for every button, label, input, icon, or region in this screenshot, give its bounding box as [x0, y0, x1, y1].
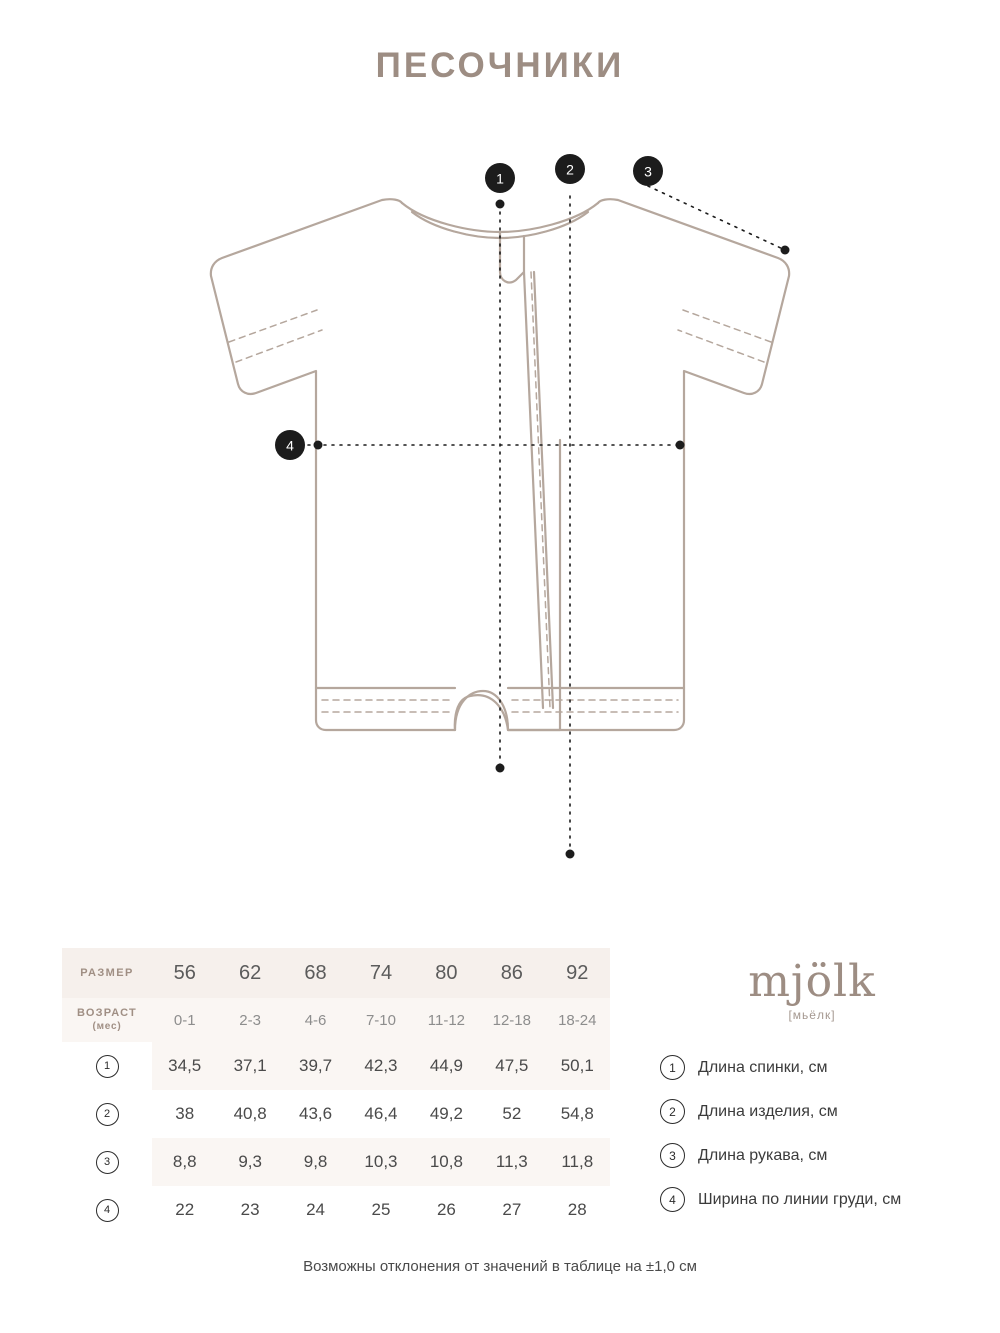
cell-r3-c0: 22: [152, 1186, 217, 1234]
age-1: 2-3: [217, 998, 282, 1042]
svg-text:4: 4: [286, 437, 294, 454]
cell-r1-c5: 52: [479, 1090, 544, 1138]
cell-r0-c2: 39,7: [283, 1042, 348, 1090]
legend-label-1: Длина спинки, см: [698, 1058, 828, 1076]
cell-r2-c5: 11,3: [479, 1138, 544, 1186]
age-0: 0-1: [152, 998, 217, 1042]
cell-r1-c6: 54,8: [545, 1090, 610, 1138]
svg-text:1: 1: [496, 170, 504, 187]
garment-diagram: [0, 140, 1000, 900]
row-marker-cell: [62, 1138, 152, 1186]
row-marker-1: 1: [96, 1055, 119, 1078]
cell-r3-c2: 24: [283, 1186, 348, 1234]
cell-r3-c4: 26: [414, 1186, 479, 1234]
row-marker-3: 3: [96, 1151, 119, 1174]
table-row: [62, 1186, 610, 1234]
legend-label-2: Длина изделия, см: [698, 1102, 838, 1120]
cell-r2-c0: 8,8: [152, 1138, 217, 1186]
cell-r2-c3: 10,3: [348, 1138, 413, 1186]
legend-marker-1: 1: [660, 1055, 685, 1080]
age-2: 4-6: [283, 998, 348, 1042]
cell-r2-c2: 9,8: [283, 1138, 348, 1186]
legend: [660, 1055, 980, 1231]
row-marker-2: 2: [96, 1103, 119, 1126]
diagram-marker-1: [485, 163, 515, 193]
cell-r3-c3: 25: [348, 1186, 413, 1234]
diagram-marker-4: [275, 430, 305, 460]
age-5: 12-18: [479, 998, 544, 1042]
header-size-label: РАЗМЕР: [62, 948, 152, 998]
legend-label-3: Длина рукава, см: [698, 1146, 828, 1164]
header-size-3: 74: [348, 948, 413, 998]
table-row-age: [62, 998, 610, 1042]
cell-r2-c1: 9,3: [217, 1138, 282, 1186]
header-size-2: 68: [283, 948, 348, 998]
legend-item: [660, 1099, 980, 1124]
svg-text:2: 2: [566, 161, 574, 178]
brand-transliteration: [мьёлк]: [788, 1008, 836, 1022]
cell-r2-c4: 10,8: [414, 1138, 479, 1186]
age-6: 18-24: [545, 998, 610, 1042]
table-row: [62, 1042, 610, 1090]
table-row: [62, 1138, 610, 1186]
cell-r1-c4: 49,2: [414, 1090, 479, 1138]
cell-r1-c1: 40,8: [217, 1090, 282, 1138]
header-size-1: 62: [217, 948, 282, 998]
legend-marker-3: 3: [660, 1143, 685, 1168]
cell-r3-c1: 23: [217, 1186, 282, 1234]
table-row: [62, 1090, 610, 1138]
age-label: [62, 998, 152, 1042]
cell-r0-c4: 44,9: [414, 1042, 479, 1090]
header-size-0: 56: [152, 948, 217, 998]
cell-r0-c5: 47,5: [479, 1042, 544, 1090]
header-size-4: 80: [414, 948, 479, 998]
table-header-row: [62, 948, 610, 998]
svg-text:3: 3: [644, 163, 652, 180]
diagram-marker-2: [555, 154, 585, 184]
size-table: [62, 948, 612, 1234]
legend-marker-4: 4: [660, 1187, 685, 1212]
legend-label-4: Ширина по линии груди, см: [698, 1190, 902, 1208]
row-marker-cell: [62, 1090, 152, 1138]
cell-r3-c6: 28: [545, 1186, 610, 1234]
diagram-marker-3: [633, 156, 663, 186]
cell-r3-c5: 27: [479, 1186, 544, 1234]
cell-r1-c2: 43,6: [283, 1090, 348, 1138]
legend-item: [660, 1187, 980, 1212]
legend-item: [660, 1143, 980, 1168]
age-3: 7-10: [348, 998, 413, 1042]
brand-logo: [722, 956, 902, 1022]
cell-r0-c6: 50,1: [545, 1042, 610, 1090]
row-marker-cell: [62, 1042, 152, 1090]
cell-r1-c3: 46,4: [348, 1090, 413, 1138]
page-title: ПЕСОЧНИКИ: [375, 46, 625, 85]
row-marker-4: 4: [96, 1199, 119, 1222]
age-label-main: ВОЗРАСТ: [77, 1006, 137, 1019]
cell-r0-c1: 37,1: [217, 1042, 282, 1090]
brand-name: mjölk: [748, 956, 876, 1007]
age-4: 11-12: [414, 998, 479, 1042]
row-marker-cell: [62, 1186, 152, 1234]
legend-marker-2: 2: [660, 1099, 685, 1124]
age-label-sub: (мес): [92, 1020, 122, 1032]
cell-r0-c3: 42,3: [348, 1042, 413, 1090]
footnote: Возможны отклонения от значений в таблице на ±1,0 см: [303, 1258, 697, 1275]
cell-r2-c6: 11,8: [545, 1138, 610, 1186]
legend-item: [660, 1055, 980, 1080]
cell-r0-c0: 34,5: [152, 1042, 217, 1090]
header-size-5: 86: [479, 948, 544, 998]
cell-r1-c0: 38: [152, 1090, 217, 1138]
header-size-6: 92: [545, 948, 610, 998]
